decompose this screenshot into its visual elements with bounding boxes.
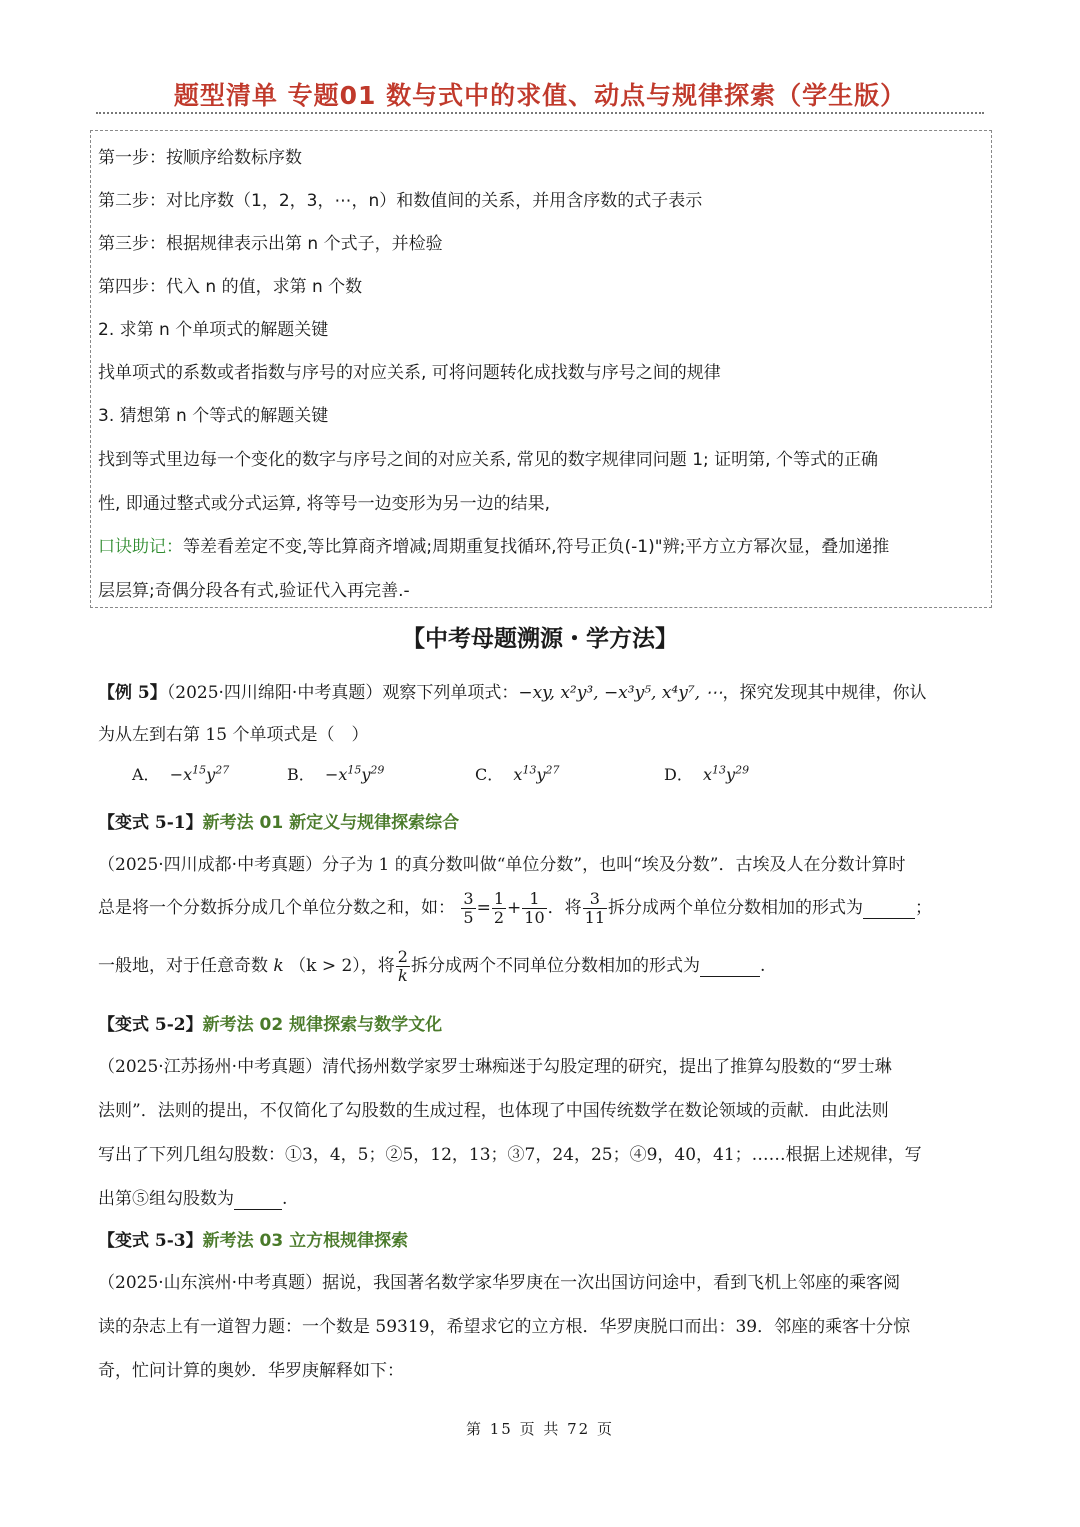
step-4: 第四步：代入 n 的值，求第 n 个数 (98, 277, 363, 297)
option-d (664, 762, 749, 785)
variant-5-3-header (98, 1226, 408, 1251)
variant-5-3-tag: 新考法 03 立方根规律探索 (202, 1231, 409, 1251)
step-3: 第三步：根据规律表示出第 n 个式子，并检验 (98, 234, 443, 254)
variant-5-1-tag: 新考法 01 新定义与规律探索综合 (202, 813, 460, 833)
fraction-1-2: $\frac{1}{2}$ (493, 889, 505, 927)
key-3-text-2: 性, 即通过整式或分式运算, 将等号一边变形为另一边的结果, (98, 494, 551, 514)
option-a-expr: $-x^{15}y^{27}$ (169, 763, 230, 784)
variant-5-3-label: 【变式 5-3】 (98, 1231, 203, 1251)
option-b-expr: $-x^{15}y^{29}$ (324, 763, 385, 784)
variant-5-3-line-2: 读的杂志上有一道智力题：一个数是 59319，希望求它的立方根．华罗庚脱口而出：39．邻座的乘客十分惊 (98, 1317, 911, 1337)
option-b-letter: B． (287, 765, 315, 784)
variant-5-2-label: 【变式 5-2】 (98, 1015, 203, 1035)
example-5-tail: ，探究发现其中规律，你认 (722, 683, 927, 703)
option-d-letter: D． (664, 765, 693, 784)
example-5-source: （2025·四川绵阳·中考真题）观察下列单项式： (166, 683, 519, 703)
key-3-title: 3. 猜想第 n 个等式的解题关键 (98, 406, 329, 426)
variant-5-1-line-2: 总是将一个分数拆分成几个单位分数之和，如： $\frac{3}{5}$ = $\frac{1}{2}$ + $\frac{1}{10}$ ．将 $\frac{3}{11}$ 拆分成两个单位分数相加的形式为 ； (98, 889, 932, 927)
variant-5-2-line-3: 写出了下列几组勾股数：①3，4，5；②5，12，13；③7，24，25；④9，40，41；……根据上述规律，写 (98, 1145, 922, 1165)
key-3-text-1: 找到等式里边每一个变化的数字与序号之间的对应关系, 常见的数字规律同问题 1; 证明第, 个等式的正确 (98, 450, 878, 470)
page-title: 题型清单 专题01 数与式中的求值、动点与规律探索（学生版） (173, 81, 907, 110)
variant-5-1-line-1: （2025·四川成都·中考真题）分子为 1 的真分数叫做“单位分数”，也叫“埃及分数”．古埃及人在分数计算时 (98, 855, 906, 875)
variant-5-3-line-3: 奇，忙问计算的奥妙．华罗庚解释如下： (98, 1361, 404, 1381)
example-5-label: 【例 5】 (98, 683, 167, 703)
variant-5-1-header (98, 808, 459, 833)
answer-blank-2[interactable] (700, 956, 760, 977)
option-b (287, 762, 384, 785)
example-5-line-1 (98, 678, 926, 703)
example-5-sequence: −xy, x²y³, −x³y⁵, x⁴y⁷, ⋯ (518, 683, 723, 703)
variant-5-2-tag: 新考法 02 规律探索与数学文化 (202, 1015, 443, 1035)
fraction-2-k: $\frac{2}{k}$ (397, 947, 408, 985)
option-c (475, 762, 560, 785)
option-c-expr: $x^{13}y^{27}$ (513, 763, 560, 784)
variant-5-2-line-1: （2025·江苏扬州·中考真题）清代扬州数学家罗士琳痴迷于勾股定理的研究，提出了推算勾股数的“罗士琳 (98, 1057, 892, 1077)
option-c-letter: C． (475, 765, 504, 784)
mnemonic-line-1 (98, 532, 889, 557)
example-5-line-2: 为从左到右第 15 个单项式是（ ） (98, 725, 369, 745)
option-a-letter: A． (132, 765, 160, 784)
mnemonic-line-2: 层层算;奇偶分段各有式,验证代入再完善.- (98, 581, 410, 601)
page-footer: 第 15 页 共 72 页 (465, 1420, 614, 1438)
fraction-3-5: $\frac{3}{5}$ (463, 889, 474, 927)
variant-5-2-line-2: 法则”．法则的提出，不仅简化了勾股数的生成过程，也体现了中国传统数学在数论领域的贡献．由此法则 (98, 1101, 889, 1121)
variant-5-2-header (98, 1010, 442, 1035)
option-a (132, 762, 229, 785)
variant-5-3-line-1: （2025·山东滨州·中考真题）据说，我国著名数学家华罗庚在一次出国访问途中，看到飞机上邻座的乘客阅 (98, 1273, 901, 1293)
fraction-3-11: $\frac{3}{11}$ (584, 889, 605, 927)
key-2-title: 2. 求第 n 个单项式的解题关键 (98, 320, 329, 340)
answer-blank-1[interactable] (863, 898, 915, 919)
mnemonic-label: 口诀助记： (98, 537, 183, 557)
key-2-text: 找单项式的系数或者指数与序号的对应关系, 可将问题转化成找数与序号之间的规律 (98, 363, 721, 383)
variant-5-1-line-3: 一般地，对于任意奇数 k （k > 2），将 $\frac{2}{k}$ 拆分成两个不同单位分数相加的形式为 . (98, 947, 766, 985)
fraction-1-10: $\frac{1}{10}$ (524, 889, 545, 927)
variant-5-1-label: 【变式 5-1】 (98, 813, 203, 833)
step-2: 第二步：对比序数（1，2，3，⋯，n）和数值间的关系，并用含序数的式子表示 (98, 191, 703, 211)
step-1: 第一步：按顺序给数标序数 (98, 148, 302, 168)
mnemonic-text-1: 等差看差定不变,等比算商齐增减;周期重复找循环,符号正负(-1)"辨;平方立方幂次显，叠加递推 (183, 537, 890, 557)
section-title: 【中考母题溯源・学方法】 (402, 626, 678, 652)
option-d-expr: $x^{13}y^{29}$ (703, 763, 750, 784)
title-divider (96, 112, 984, 114)
variant-5-2-line-4: 出第⑤组勾股数为 . (98, 1189, 288, 1209)
answer-blank-3[interactable] (234, 1189, 282, 1210)
